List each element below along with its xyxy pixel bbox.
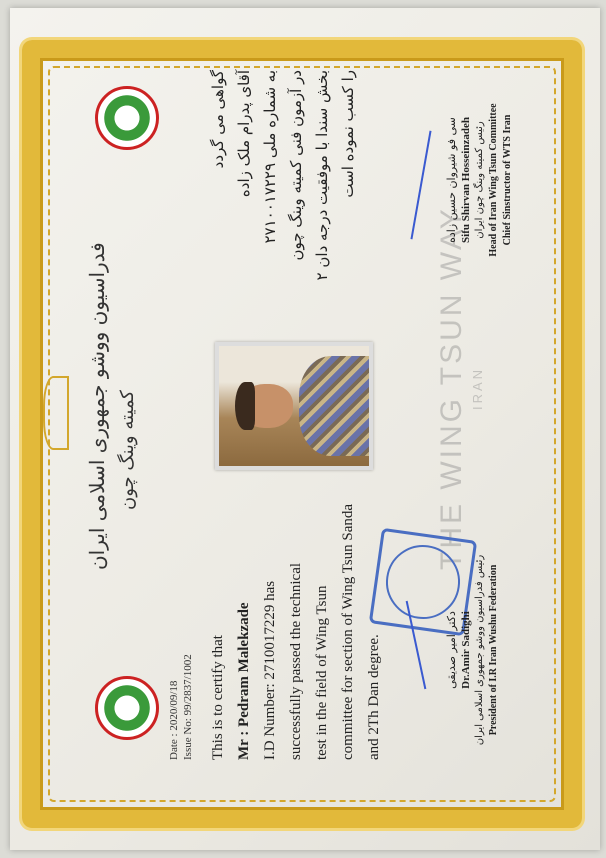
wing-tsun-watermark: THE WING TSUN WAY [435, 206, 468, 570]
body-line: successfully passed the technical [288, 562, 304, 760]
holder-photo [215, 342, 373, 470]
head-signatory [445, 60, 515, 300]
body-fa-line: آقای پدرام ملک زاده [235, 70, 253, 198]
body-line: Mr : Pedram Malekzade [236, 602, 252, 760]
head-name-en: Sifu Shirvan Hosseinzadeh [460, 117, 472, 243]
body-fa-line: در آزمون فنی کمیته وینگ چون [287, 70, 305, 261]
header-fa-2: کمیته وینگ چون [117, 390, 138, 510]
president-signatory [445, 540, 501, 760]
ornament-top-icon [43, 376, 69, 450]
body-fa-line: گواهی می گردد [209, 70, 227, 169]
date-line: Date : 2020/09/18 [168, 680, 180, 760]
body-line: I.D Number: 2710017229 has [262, 580, 278, 760]
head-title-en: Head of Iran Wing Tsun Committee [488, 103, 499, 257]
issue-line: Issue No: 99/2837/1002 [182, 654, 194, 760]
certificate-text-en [205, 430, 387, 760]
body-line: and 2Th Dan degree. [366, 634, 382, 760]
president-title-en: President of I.R Iran Wushu Federation [488, 564, 499, 736]
certificate-text-fa [205, 70, 361, 280]
header-fa-1: فدراسیون ووشو جمهوری اسلامی ایران [85, 242, 109, 570]
body-fa-line: به شماره ملی ۲۷۱۰۰۱۷۲۲۹ [261, 70, 279, 244]
body-line: test in the field of Wing Tsun [314, 585, 330, 760]
body-fa-line: بخش سندا با موفقیت درجه دان ۲ [313, 70, 331, 281]
head-name-fa: سی فو شیروان حسین زاده [445, 117, 458, 243]
certificate-content [55, 30, 555, 800]
body-fa-line: را کسب نموده است [339, 70, 357, 198]
head-title2-en: Chief Sinstructor of WTS Iran [502, 114, 513, 246]
wing-tsun-watermark-sub: IRAN [470, 366, 485, 410]
president-title-fa: رئیس فدراسیون ووشو جمهوری اسلامی ایران [474, 554, 485, 746]
body-line: committee for section of Wing Tsun Sanda [340, 503, 356, 760]
body-line: This is to certify that [210, 635, 226, 760]
signature-right-icon [410, 131, 431, 240]
president-name-en: Dr.Amir Sadighi [460, 611, 472, 689]
federation-logo-right-icon [95, 86, 159, 150]
president-name-fa: دکتر امیر صدیقی [445, 611, 458, 689]
issue-info [167, 654, 195, 760]
federation-logo-icon [95, 676, 159, 740]
head-title-fa: رئیس کمیته وینگ چون ایران [474, 121, 485, 239]
